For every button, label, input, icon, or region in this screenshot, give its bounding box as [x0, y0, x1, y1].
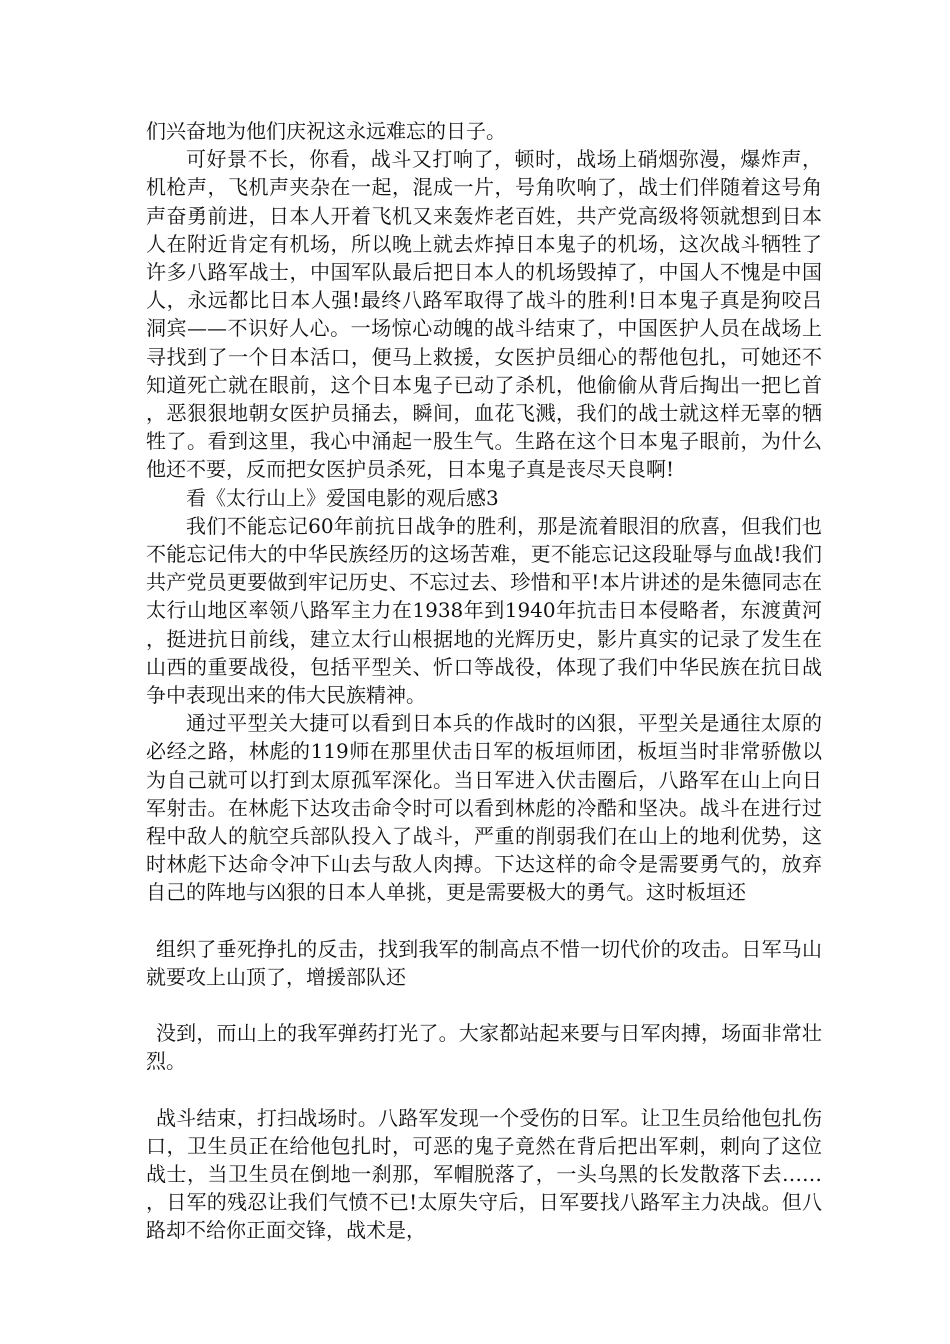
- paragraph-intro: 我们不能忘记60年前抗日战争的胜利，那是流着眼泪的欣喜，但我们也不能忘记伟大的中华民族经历的这场苦难，更不能忘记这段耻辱与血战!我们共产党员更要做到牢记历史、不忘过去、珍惜和平!本片讲述的是朱德同志在太行山地区率领八路军主力在1938年到1940年抗击日本侵略者，东渡黄河，挺进抗日前线，建立太行山根据地的光辉历史，影片真实的记录了发生在山西的重要战役，包括平型关、忻口等战役，体现了我们中华民族在抗日战争中表现出来的伟大民族精神。: [146, 513, 822, 708]
- paragraph-battle: 可好景不长，你看，战斗又打响了，顿时，战场上硝烟弥漫，爆炸声，机枪声，飞机声夹杂在一起，混成一片，号角吹响了，战士们伴随着这号角声奋勇前进，日本人开着飞机又来轰炸老百姓，共产党高级将领就想到日本人在附近肯定有机场，所以晚上就去炸掉日本鬼子的机场，这次战斗牺牲了许多八路军战士，中国军队最后把日本人的机场毁掉了，中国人不愧是中国人，永远都比日本人强!最终八路军取得了战斗的胜利!日本鬼子真是狗咬吕洞宾——不识好人心。一场惊心动魄的战斗结束了，中国医护人员在战场上寻找到了一个日本活口，便马上救援，女医护员细心的帮他包扎，可她还不知道死亡就在眼前，这个日本鬼子已动了杀机，他偷偷从背后掏出一把匕首，恶狠狠地朝女医护员捅去，瞬间，血花飞溅，我们的战士就这样无辜的牺牲了。看到这里，我心中涌起一股生气。生路在这个日本鬼子眼前，为什么他还不要，反而把女医护员杀死，日本鬼子真是丧尽天良啊!: [146, 147, 822, 482]
- paragraph-pingxingguan: 通过平型关大捷可以看到日本兵的作战时的凶狠，平型关是通往太原的必经之路，林彪的119师在那里伏击日军的板垣师团，板垣当时非常骄傲以为自己就可以打到太原孤军深化。当日军进入伏击圈后，八路军在山上向日军射击。在林彪下达攻击命令时可以看到林彪的冷酷和坚决。战斗在进行过程中敌人的航空兵部队投入了战斗，严重的削弱我们在山上的地利优势，这时林彪下达命令冲下山去与敌人肉搏。下达这样的命令是需要勇气的，放弃自己的阵地与凶狠的日本人单挑，更是需要极大的勇气。这时板垣还: [146, 711, 822, 905]
- paragraph-counterattack: 组织了垂死挣扎的反击，找到我军的制高点不惜一切代价的攻击。日军马山就要攻上山顶了，增援部队还: [146, 936, 822, 989]
- document-body: [146, 117, 822, 1245]
- section-heading: 看《太行山上》爱国电影的观后感3: [186, 485, 499, 510]
- paragraph-continuation: 们兴奋地为他们庆祝这永远难忘的日子。: [146, 119, 506, 143]
- paragraph-ammunition: 没到，而山上的我军弹药打光了。大家都站起来要与日军肉搏，场面非常壮烈。: [146, 1021, 822, 1074]
- paragraph-aftermath: 战斗结束，打扫战场时。八路军发现一个受伤的日军。让卫生员给他包扎伤口，卫生员正在给他包扎时，可恶的鬼子竟然在背后把出军刺，刺向了这位战士，当卫生员在倒地一刹那，军帽脱落了，一头乌黑的长发散落下去……，日军的残忍让我们气愤不已!太原失守后，日军要找八路军主力决战。但八路却不给你正面交锋，战术是，: [146, 1105, 822, 1243]
